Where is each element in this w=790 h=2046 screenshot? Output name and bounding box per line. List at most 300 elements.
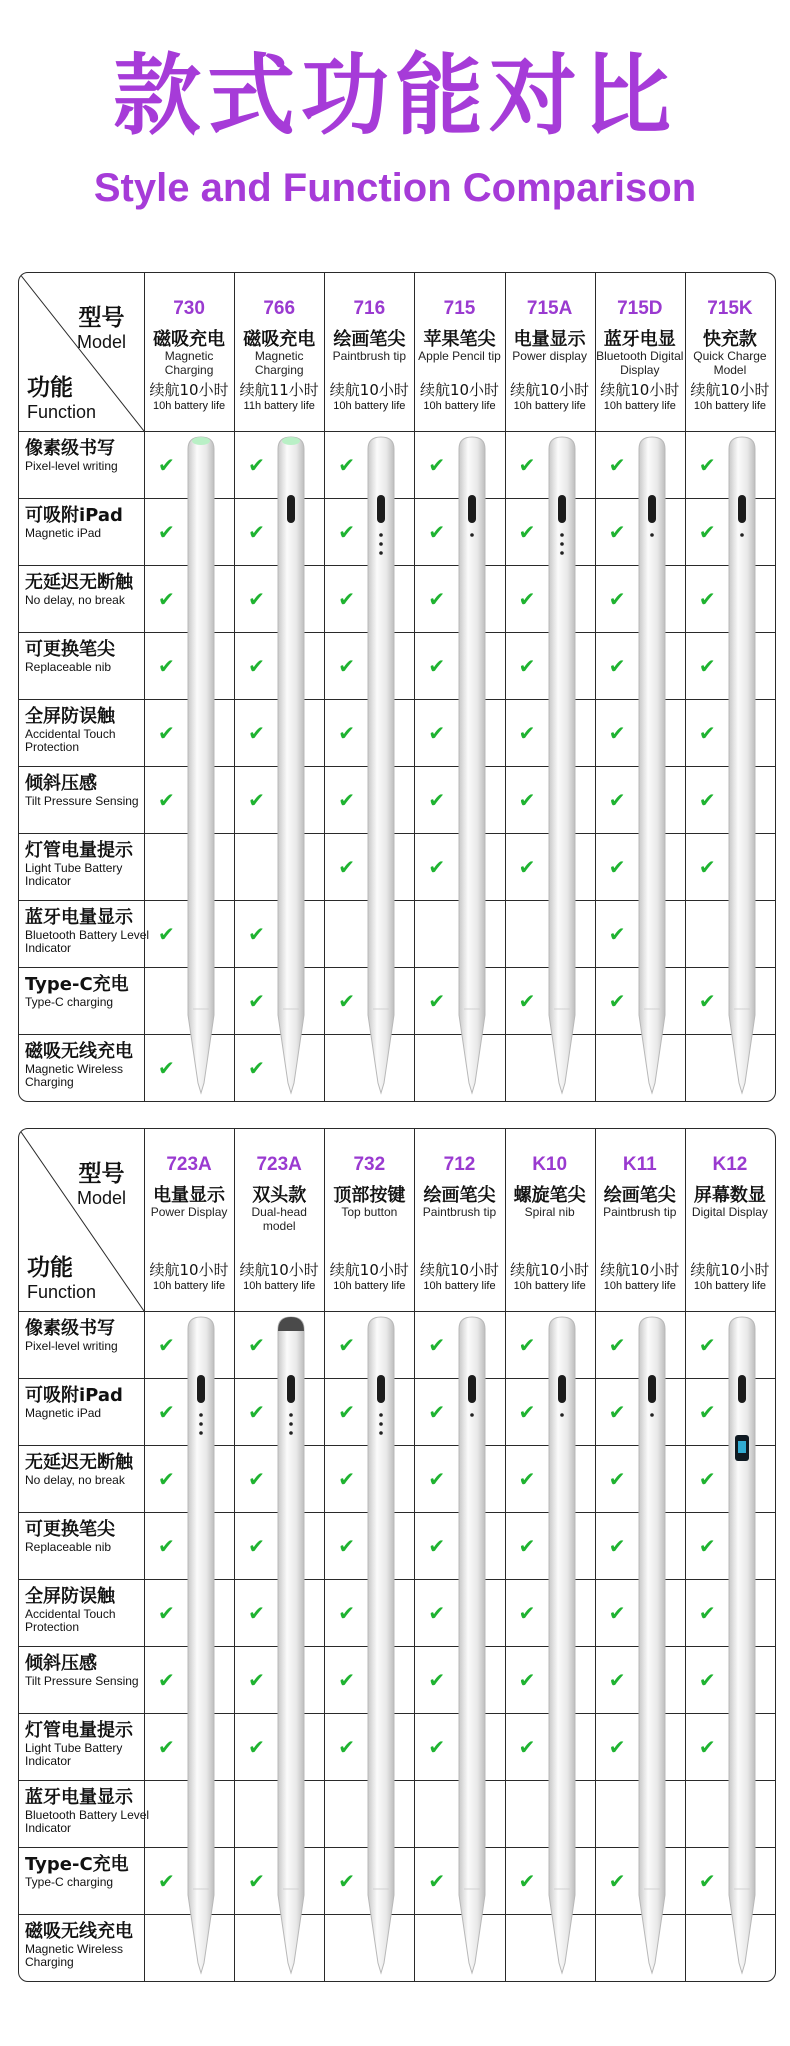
check-mark-icon: ✔ [608,452,626,477]
check-mark-icon: ✔ [698,1533,716,1558]
model-code: 730 [173,298,205,319]
feature-label-cn: 磁吸无线充电 [25,1921,133,1942]
model-feature-en: Magnetic Charging [254,348,304,377]
check-mark-icon: ✔ [338,1399,356,1424]
header-model-en: Model [77,332,127,352]
model-feature-en: Bluetooth Digital Display [596,348,684,377]
stylus-pen-image [635,1315,669,1975]
check-mark-icon: ✔ [248,720,265,745]
feature-label-en: Accidental Touch Protection [25,726,116,754]
header-function-cn: 功能 [27,1255,73,1281]
stylus-pen-image [455,1315,489,1975]
model-feature-en: Magnetic Charging [164,348,214,377]
check-mark-icon: ✔ [338,988,356,1013]
model-code: 715D [617,298,663,319]
check-mark-icon: ✔ [518,1667,536,1692]
model-code: 732 [353,1154,386,1175]
battery-life-cn: 续航10小时 [149,381,229,399]
feature-label-en: Bluetooth Battery Level Indicator [25,1807,150,1835]
check-mark-icon: ✔ [248,787,265,812]
check-mark-icon: ✔ [518,1600,536,1625]
check-mark-icon: ✔ [158,1667,175,1692]
feature-label-cn: 无延迟无断触 [25,1452,133,1473]
check-mark-icon: ✔ [518,787,536,812]
model-feature-cn: 磁吸充电 [153,329,226,350]
check-mark-icon: ✔ [248,519,265,544]
model-column-header [595,1129,685,1311]
check-mark-icon: ✔ [428,1466,446,1491]
check-mark-icon: ✔ [698,1868,716,1893]
battery-life [144,379,234,412]
model-column-header [685,1129,775,1311]
feature-label-cn: 像素级书写 [25,438,115,459]
battery-life-en: 10h battery life [152,400,226,412]
model-column-header [324,273,414,431]
header-model-cn: 型号 [78,305,125,331]
battery-life-cn: 续航10小时 [419,381,500,399]
feature-label [25,707,159,754]
battery-life [234,379,324,412]
check-mark-icon: ✔ [248,653,265,678]
stylus-pen-image [545,435,579,1095]
header-function-en: Function [27,1282,97,1302]
feature-label-en: Magnetic iPad [25,1405,102,1420]
stylus-pen-image [364,1315,398,1975]
feature-label-cn: 蓝牙电量显示 [25,1787,133,1808]
model-feature-cn: 磁吸充电 [243,329,316,350]
stylus-pen-image [364,435,398,1095]
feature-label [25,1855,159,1889]
battery-life-en: 10h battery life [513,400,586,412]
battery-life-en: 10h battery life [603,400,676,412]
battery-life-en: 10h battery life [513,1280,586,1292]
check-mark-icon: ✔ [248,452,265,477]
page-subtitle: Style and Function Comparison [93,166,697,210]
row-divider [19,431,775,432]
stylus-pen-image [545,1315,579,1975]
check-mark-icon: ✔ [428,720,446,745]
battery-life-cn: 续航10小时 [690,381,770,399]
feature-label-cn: Type-C充电 [25,1854,129,1875]
battery-life [415,1259,505,1292]
check-mark-icon: ✔ [518,586,536,611]
battery-life-cn: 续航10小时 [690,1261,770,1279]
check-mark-icon: ✔ [428,1533,446,1558]
check-mark-icon: ✔ [608,1533,626,1558]
feature-label [25,1587,159,1634]
check-mark-icon: ✔ [518,1399,536,1424]
stylus-pen-image [184,1315,218,1975]
model-feature-en: Paintbrush tip [603,1204,677,1219]
check-mark-icon: ✔ [428,519,446,544]
battery-life-cn: 续航10小时 [600,381,680,399]
feature-label-cn: 灯管电量提示 [25,1720,133,1741]
model-column-header [685,273,775,431]
check-mark-icon: ✔ [518,452,536,477]
check-mark-icon: ✔ [158,787,175,812]
feature-label-cn: 磁吸无线充电 [25,1041,133,1062]
feature-label [25,1386,159,1420]
check-mark-icon: ✔ [158,1055,175,1080]
check-mark-icon: ✔ [428,988,446,1013]
stylus-pen-image [274,435,308,1095]
feature-label-en: Light Tube Battery Indicator [25,860,123,888]
check-mark-icon: ✔ [158,653,175,678]
check-mark-icon: ✔ [428,1667,446,1692]
feature-label [25,1922,159,1969]
check-mark-icon: ✔ [608,586,626,611]
comparison-table-2 [18,1128,776,1982]
check-mark-icon: ✔ [338,1466,356,1491]
check-mark-icon: ✔ [338,1533,356,1558]
feature-label [25,1042,159,1089]
feature-label-en: Replaceable nib [25,1539,112,1554]
model-feature-cn: 屏幕数显 [693,1185,766,1206]
feature-label-en: Type-C charging [25,1874,114,1889]
check-mark-icon: ✔ [608,1734,626,1759]
feature-label-cn: 灯管电量提示 [25,840,133,861]
check-mark-icon: ✔ [698,720,716,745]
model-feature-en: Paintbrush tip [332,348,407,363]
stylus-pen-image [725,1315,759,1975]
comparison-table-1 [18,272,776,1102]
battery-life-en: 10h battery life [423,400,496,412]
check-mark-icon: ✔ [608,720,626,745]
check-mark-icon: ✔ [608,519,626,544]
feature-label-cn: 全屏防误触 [25,706,115,727]
header-model-label [77,299,126,353]
feature-label [25,1453,159,1487]
battery-life-en: 11h battery life [243,400,315,412]
page-title: 款式功能对比 [112,44,677,147]
model-feature-cn: 顶部按键 [333,1185,406,1206]
header-function-en: Function [27,402,97,422]
stylus-pen-image [274,1315,308,1975]
model-feature-cn: 螺旋笔尖 [513,1185,586,1206]
model-column-header [595,273,685,431]
check-mark-icon: ✔ [248,1055,265,1080]
check-mark-icon: ✔ [338,1332,356,1357]
check-mark-icon: ✔ [248,1332,265,1357]
battery-life-en: 10h battery life [333,400,406,412]
check-mark-icon: ✔ [428,1399,446,1424]
model-column-header [234,273,324,431]
check-mark-icon: ✔ [338,653,356,678]
battery-life-en: 10h battery life [693,1280,766,1292]
model-code: 716 [353,298,386,319]
feature-label-cn: 全屏防误触 [25,1586,115,1607]
check-mark-icon: ✔ [428,787,446,812]
feature-label-cn: 倾斜压感 [25,1653,97,1674]
feature-label-cn: 可吸附iPad [25,505,123,526]
check-mark-icon: ✔ [248,1868,265,1893]
check-mark-icon: ✔ [428,1868,446,1893]
feature-label-en: Accidental Touch Protection [25,1606,116,1634]
feature-label-en: No delay, no break [25,1472,125,1487]
feature-label-cn: 可更换笔尖 [25,639,115,660]
check-mark-icon: ✔ [338,519,356,544]
check-mark-icon: ✔ [338,586,356,611]
battery-life-cn: 续航10小时 [510,1261,590,1279]
check-mark-icon: ✔ [698,452,716,477]
model-feature-en: Dual-head model [251,1204,307,1233]
check-mark-icon: ✔ [338,854,356,879]
check-mark-icon: ✔ [608,1600,626,1625]
feature-label [25,1319,159,1353]
battery-life-cn: 续航10小时 [329,1261,409,1279]
stylus-pen-image [725,435,759,1095]
check-mark-icon: ✔ [608,1332,626,1357]
feature-label-cn: Type-C充电 [25,974,129,995]
check-mark-icon: ✔ [338,720,356,745]
check-mark-icon: ✔ [338,1868,356,1893]
model-feature-en: Spiral nib [524,1204,575,1219]
check-mark-icon: ✔ [248,1399,265,1424]
feature-label [25,908,159,955]
check-mark-icon: ✔ [158,586,175,611]
feature-label [25,1721,159,1768]
check-mark-icon: ✔ [698,988,716,1013]
battery-life-cn: 续航10小时 [329,381,409,399]
model-feature-cn: 绘画笔尖 [333,329,406,350]
model-column-header [505,1129,595,1311]
battery-life [324,379,414,412]
feature-label [25,573,159,607]
model-code: 723A [166,1154,212,1175]
battery-life-cn: 续航10小时 [419,1261,500,1279]
check-mark-icon: ✔ [158,720,175,745]
check-mark-icon: ✔ [158,1868,175,1893]
model-code: 715A [526,298,573,319]
battery-life [324,1259,414,1292]
stylus-pen-image [184,435,218,1095]
check-mark-icon: ✔ [518,519,536,544]
check-mark-icon: ✔ [518,1466,536,1491]
model-feature-en: Quick Charge Model [693,348,767,377]
check-mark-icon: ✔ [698,1466,716,1491]
check-mark-icon: ✔ [158,1466,175,1491]
check-mark-icon: ✔ [698,1399,716,1424]
feature-label-cn: 可吸附iPad [25,1385,123,1406]
feature-label-en: Replaceable nib [25,659,112,674]
model-code: 723A [256,1154,302,1175]
check-mark-icon: ✔ [248,921,265,946]
feature-label [25,506,159,540]
feature-label-en: Bluetooth Battery Level Indicator [25,927,150,955]
check-mark-icon: ✔ [608,1667,626,1692]
feature-label [25,640,159,674]
feature-label [25,1654,159,1688]
check-mark-icon: ✔ [428,452,446,477]
check-mark-icon: ✔ [698,1734,716,1759]
stylus-pen-image [635,435,669,1095]
check-mark-icon: ✔ [428,1734,446,1759]
model-feature-en: Power display [512,348,587,363]
check-mark-icon: ✔ [698,1600,716,1625]
check-mark-icon: ✔ [608,1868,626,1893]
model-column-header [415,273,505,431]
feature-label-en: Magnetic Wireless Charging [25,1061,124,1089]
check-mark-icon: ✔ [248,1667,265,1692]
battery-life-en: 10h battery life [333,1280,406,1292]
check-mark-icon: ✔ [248,1600,265,1625]
battery-life [505,1259,595,1292]
feature-label-en: Type-C charging [25,994,114,1009]
model-feature-cn: 绘画笔尖 [423,1185,496,1206]
check-mark-icon: ✔ [158,1734,175,1759]
model-feature-cn: 快充款 [702,329,757,350]
check-mark-icon: ✔ [158,1332,175,1357]
check-mark-icon: ✔ [428,1600,446,1625]
feature-label-cn: 蓝牙电量显示 [25,907,133,928]
check-mark-icon: ✔ [248,586,265,611]
check-mark-icon: ✔ [698,1667,716,1692]
check-mark-icon: ✔ [518,653,536,678]
header-function-cn: 功能 [27,375,73,401]
feature-label [25,975,159,1009]
battery-life-cn: 续航10小时 [149,1261,229,1279]
check-mark-icon: ✔ [518,1332,536,1357]
model-column-header [324,1129,414,1311]
battery-life [685,1259,775,1292]
model-column-header [234,1129,324,1311]
model-code: 715K [707,298,753,319]
check-mark-icon: ✔ [608,1466,626,1491]
feature-label-en: Light Tube Battery Indicator [25,1740,123,1768]
check-mark-icon: ✔ [248,1466,265,1491]
battery-life-cn: 续航10小时 [510,381,590,399]
check-mark-icon: ✔ [608,854,626,879]
check-mark-icon: ✔ [158,1399,175,1424]
battery-life-en: 10h battery life [693,400,766,412]
model-feature-cn: 电量显示 [513,329,586,350]
model-feature-en: Power Display [150,1204,228,1219]
header-model-cn: 型号 [78,1161,125,1187]
header-model-label [77,1155,126,1209]
check-mark-icon: ✔ [158,519,175,544]
model-code: K10 [532,1154,568,1175]
check-mark-icon: ✔ [698,854,716,879]
feature-label-cn: 无延迟无断触 [25,572,133,593]
model-feature-en: Paintbrush tip [422,1204,497,1219]
check-mark-icon: ✔ [338,787,356,812]
check-mark-icon: ✔ [248,1533,265,1558]
check-mark-icon: ✔ [428,586,446,611]
model-feature-en: Top button [341,1204,398,1219]
battery-life-cn: 续航11小时 [239,381,319,399]
model-feature-en: Digital Display [691,1204,768,1219]
model-feature-cn: 绘画笔尖 [603,1185,676,1206]
check-mark-icon: ✔ [608,787,626,812]
check-mark-icon: ✔ [518,1868,536,1893]
feature-label-en: Magnetic Wireless Charging [25,1941,124,1969]
check-mark-icon: ✔ [518,720,536,745]
check-mark-icon: ✔ [338,1734,356,1759]
feature-label-en: Magnetic iPad [25,525,102,540]
check-mark-icon: ✔ [698,653,716,678]
model-column-header [144,273,234,431]
battery-life-en: 10h battery life [423,1280,496,1292]
check-mark-icon: ✔ [158,1600,175,1625]
feature-label-en: Pixel-level writing [25,1338,118,1353]
model-feature-cn: 蓝牙电显 [603,329,676,350]
check-mark-icon: ✔ [698,519,716,544]
feature-label-cn: 像素级书写 [25,1318,115,1339]
check-mark-icon: ✔ [338,452,356,477]
battery-life-en: 10h battery life [152,1280,226,1292]
model-code: K12 [712,1154,748,1175]
check-mark-icon: ✔ [428,1332,446,1357]
model-column-header [144,1129,234,1311]
model-column-header [415,1129,505,1311]
check-mark-icon: ✔ [428,854,446,879]
check-mark-icon: ✔ [158,921,175,946]
battery-life-cn: 续航10小时 [600,1261,680,1279]
feature-label-en: No delay, no break [25,592,125,607]
feature-label [25,841,159,888]
check-mark-icon: ✔ [608,1399,626,1424]
model-code: 712 [443,1154,476,1175]
feature-label [25,1520,159,1554]
check-mark-icon: ✔ [518,988,536,1013]
check-mark-icon: ✔ [248,988,265,1013]
feature-label-en: Tilt Pressure Sensing [25,793,139,808]
check-mark-icon: ✔ [158,452,175,477]
battery-life-en: 10h battery life [603,1280,676,1292]
check-mark-icon: ✔ [608,653,626,678]
check-mark-icon: ✔ [428,653,446,678]
battery-life [505,379,595,412]
header-model-en: Model [77,1188,127,1208]
battery-life-cn: 续航10小时 [239,1261,319,1279]
battery-life [595,1259,685,1292]
check-mark-icon: ✔ [608,921,626,946]
check-mark-icon: ✔ [338,1600,356,1625]
check-mark-icon: ✔ [518,1533,536,1558]
check-mark-icon: ✔ [698,1332,716,1357]
feature-label [25,1788,159,1835]
check-mark-icon: ✔ [608,988,626,1013]
model-feature-cn: 双头款 [252,1185,307,1206]
check-mark-icon: ✔ [518,854,536,879]
feature-label-en: Tilt Pressure Sensing [25,1673,139,1688]
check-mark-icon: ✔ [158,1533,175,1558]
battery-life [234,1259,324,1292]
battery-life-en: 10h battery life [243,1280,316,1292]
check-mark-icon: ✔ [518,1734,536,1759]
header-function-label [27,1249,96,1303]
header-function-label [27,369,96,423]
model-code: 766 [263,298,296,319]
model-code: 715 [443,298,476,319]
stylus-pen-image [455,435,489,1095]
feature-label-cn: 可更换笔尖 [25,1519,115,1540]
battery-life [595,379,685,412]
battery-life [415,379,505,412]
row-divider [19,1311,775,1312]
model-column-header [505,273,595,431]
feature-label-cn: 倾斜压感 [25,773,97,794]
model-code: K11 [622,1154,657,1175]
check-mark-icon: ✔ [338,1667,356,1692]
check-mark-icon: ✔ [698,787,716,812]
model-feature-cn: 苹果笔尖 [423,329,496,350]
check-mark-icon: ✔ [698,586,716,611]
feature-label [25,439,159,473]
check-mark-icon: ✔ [248,1734,265,1759]
model-feature-en: Apple Pencil tip [418,348,501,363]
feature-label-en: Pixel-level writing [25,458,118,473]
